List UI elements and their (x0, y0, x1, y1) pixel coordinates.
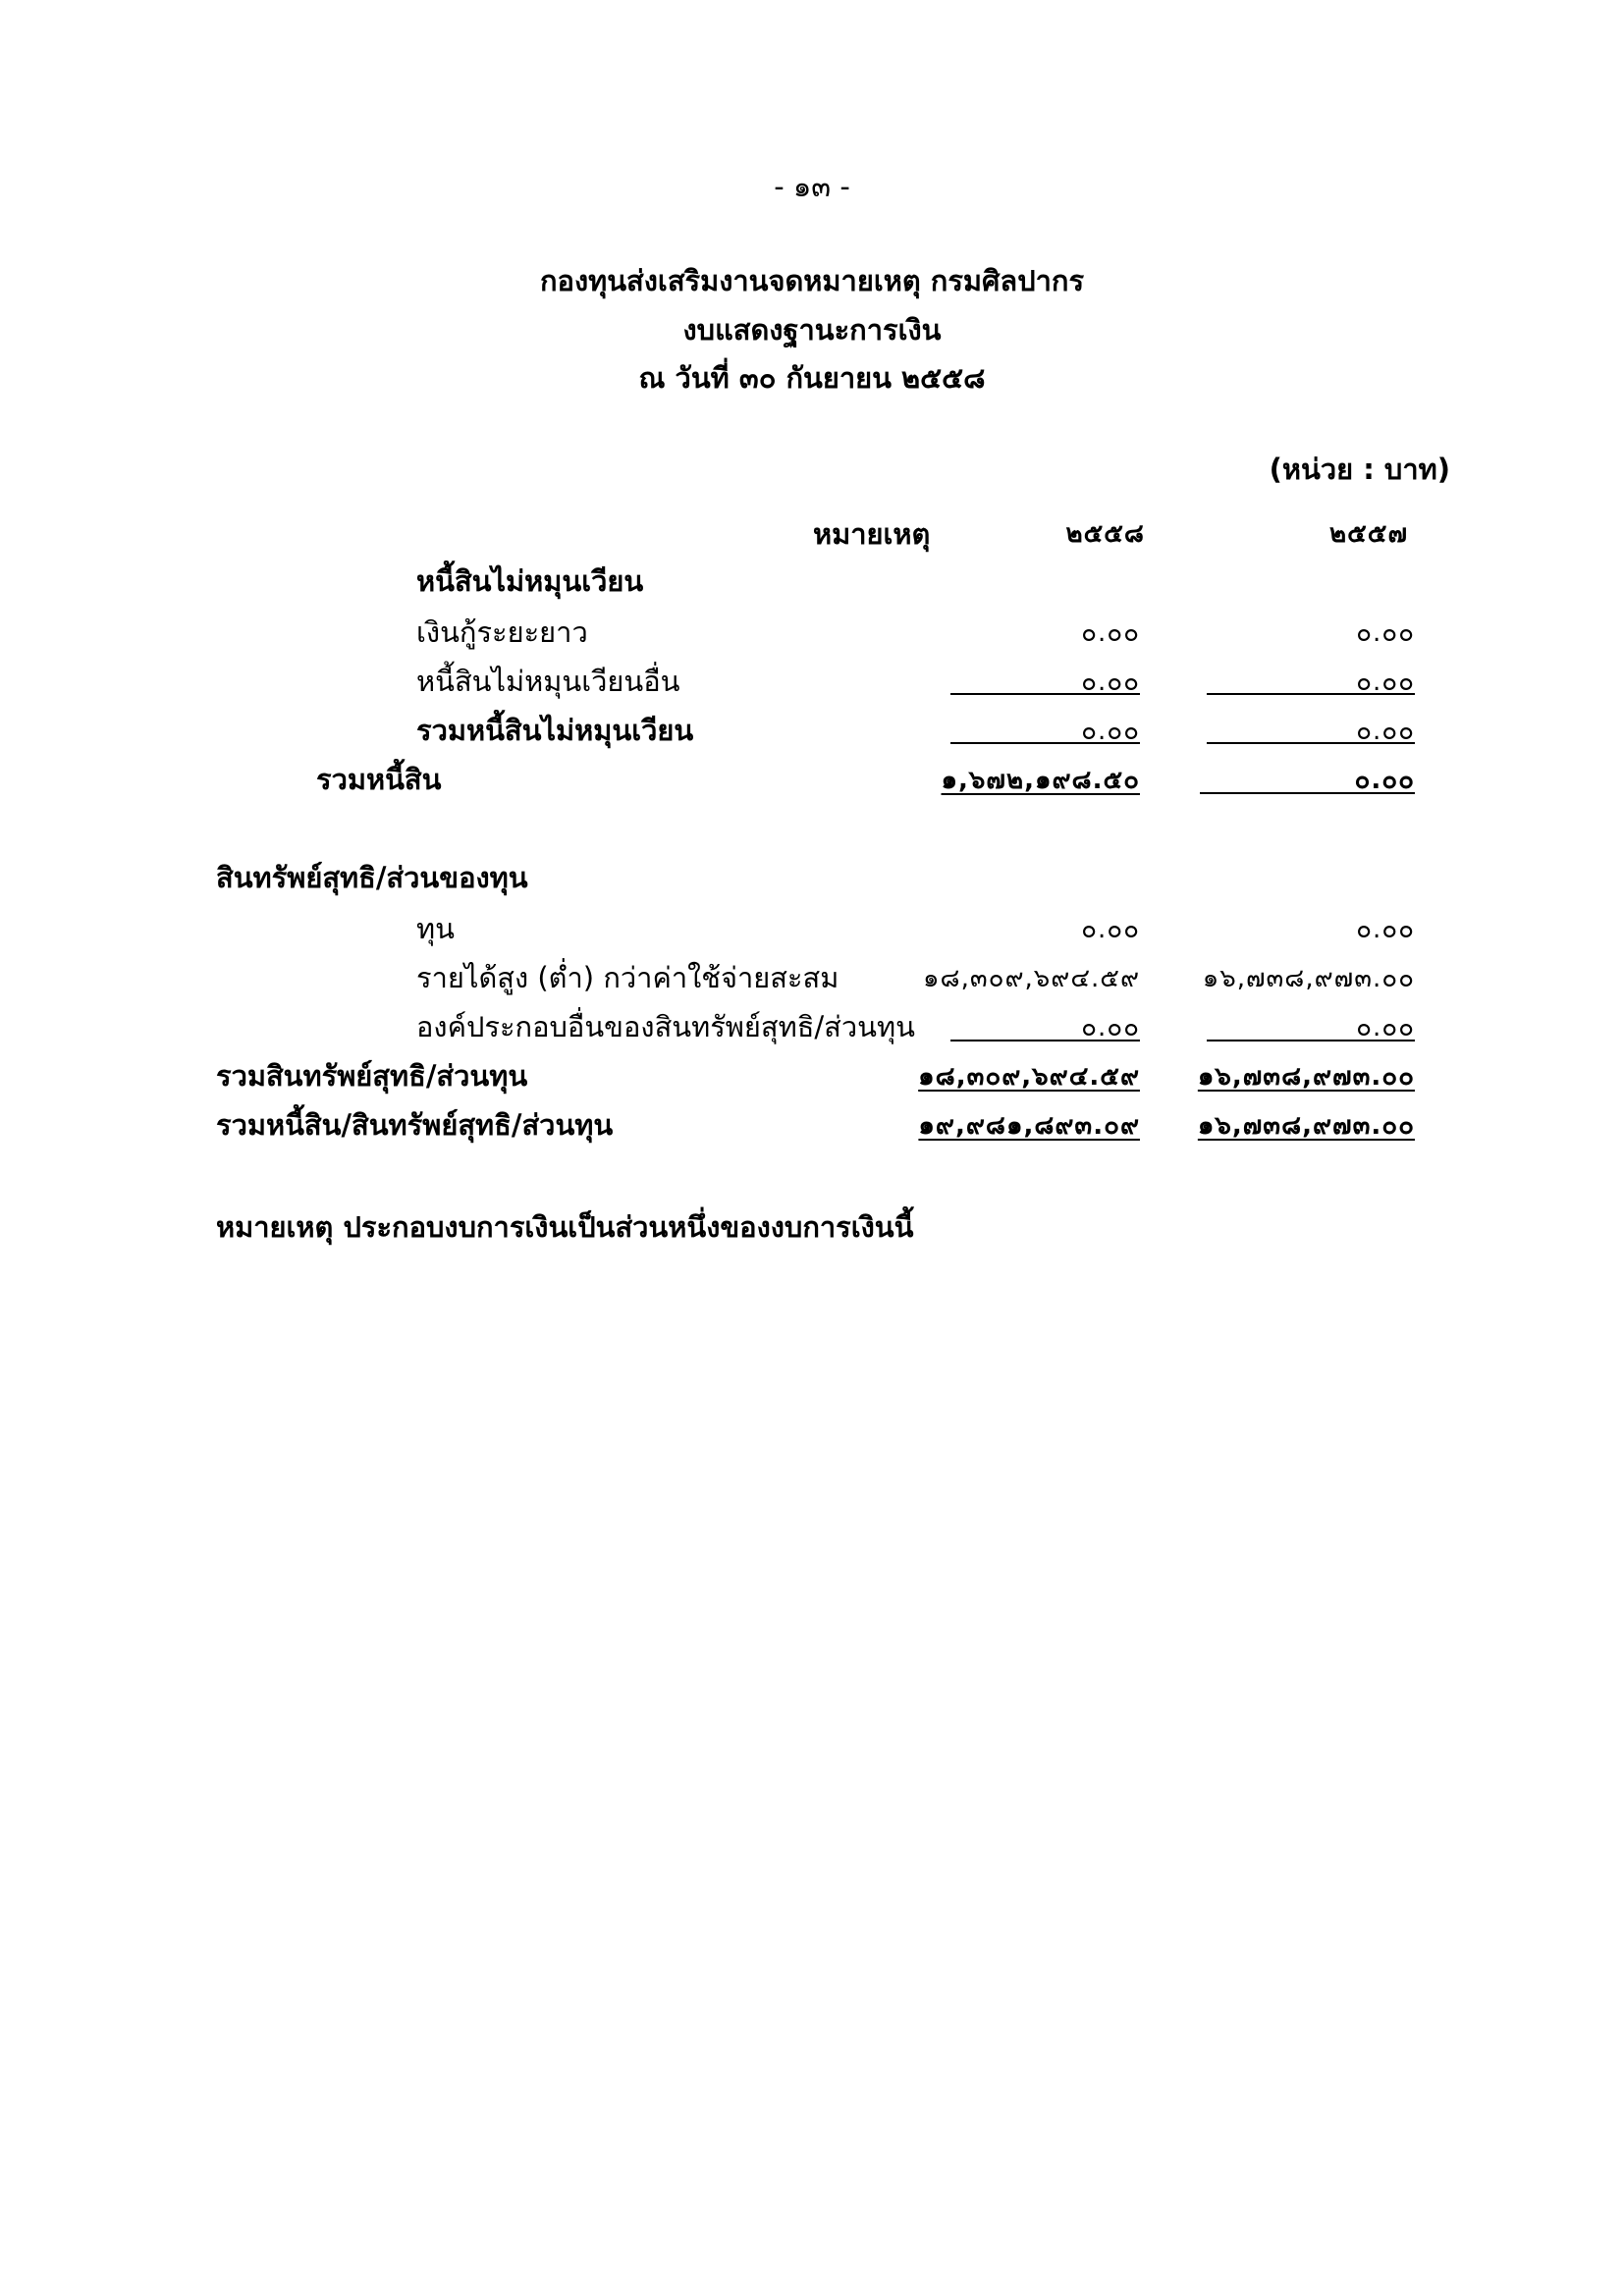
subtotal-rule-2558 (950, 1040, 1140, 1041)
subtotal-rule-2558 (950, 693, 1140, 695)
row-value-2558: ๑๘,๓๐๙,๖๙๔.๕๙ (923, 964, 1140, 993)
row-label: รวมหนี้สิน/สินทรัพย์สุทธิ/ส่วนทุน (216, 1108, 614, 1142)
row-value-2558: ๐.๐๐ (1081, 667, 1140, 697)
statement-date: ณ วันที่ ๓๐ กันยายน ๒๕๕๘ (638, 361, 986, 395)
row-value-2558: ๑๙,๙๘๑,๘๙๓.๐๙ (918, 1111, 1140, 1141)
row-label: รวมสินทรัพย์สุทธิ/ส่วนทุน (216, 1059, 528, 1093)
row-value-2557: ๑๖,๗๓๘,๙๗๓.๐๐ (1197, 1062, 1415, 1092)
row-label: รายได้สูง (ต่ำ) กว่าค่าใช้จ่ายสะสม (416, 961, 839, 994)
row-value-2557: ๐.๐๐ (1356, 667, 1415, 697)
row-value-2557: ๐.๐๐ (1356, 618, 1415, 648)
row-value-2558: ๐.๐๐ (1081, 1013, 1140, 1042)
row-label: องค์ประกอบอื่นของสินทรัพย์สุทธิ/ส่วนทุน (416, 1010, 915, 1043)
total-rule-2557 (1207, 742, 1415, 744)
subtotal-rule-2557 (1207, 1040, 1415, 1041)
row-value-2558: ๑,๖๗๒,๑๙๘.๕๐ (941, 766, 1140, 795)
row-label: หนี้สินไม่หมุนเวียนอื่น (416, 665, 680, 698)
footnote: หมายเหตุ ประกอบงบการเงินเป็นส่วนหนึ่งของงบการเงินนี้ (216, 1210, 914, 1244)
row-label: รวมหนี้สิน (316, 763, 442, 796)
unit-label: (หน่วย : บาท) (1269, 453, 1450, 486)
row-label: รวมหนี้สินไม่หมุนเวียน (416, 714, 694, 747)
total-rule-2558 (950, 742, 1140, 744)
row-value-2557: ๑๖,๗๓๘,๙๗๓.๐๐ (1202, 964, 1415, 993)
row-value-2557: ๐.๐๐ (1356, 717, 1415, 746)
statement-title: งบแสดงฐานะการเงิน (682, 313, 942, 347)
page-number: - ๑๓ - (774, 170, 850, 203)
subtotal-rule-2557 (1207, 693, 1415, 695)
row-value-2557: ๐.๐๐ (1356, 1013, 1415, 1042)
column-header-note: หมายเหตุ (813, 517, 931, 551)
row-value-2557: ๐.๐๐ (1354, 766, 1415, 795)
row-value-2557: ๐.๐๐ (1356, 915, 1415, 944)
row-value-2558: ๐.๐๐ (1081, 618, 1140, 648)
row-value-2558: ๑๘,๓๐๙,๖๙๔.๕๙ (918, 1062, 1140, 1092)
row-label: ทุน (416, 912, 455, 945)
org-name: กองทุนส่งเสริมงานจดหมายเหตุ กรมศิลปากร (539, 264, 1085, 297)
column-header-2558: ๒๕๕๘ (1065, 519, 1145, 549)
row-label: เงินกู้ระยะยาว (416, 615, 588, 649)
column-header-2557: ๒๕๕๗ (1328, 519, 1408, 549)
row-value-2558: ๐.๐๐ (1081, 915, 1140, 944)
noncurrent-liabilities-heading: หนี้สินไม่หมุนเวียน (416, 564, 644, 598)
row-value-2558: ๐.๐๐ (1081, 717, 1140, 746)
net-assets-heading: สินทรัพย์สุทธิ/ส่วนของทุน (216, 861, 528, 894)
row-value-2557: ๑๖,๗๓๘,๙๗๓.๐๐ (1197, 1111, 1415, 1141)
total-rule-2557 (1200, 792, 1415, 794)
